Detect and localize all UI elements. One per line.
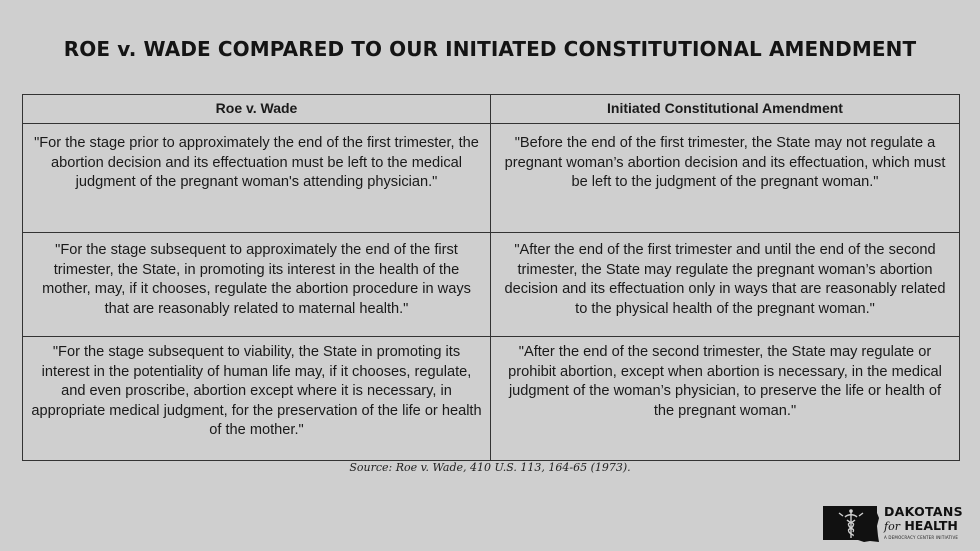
source-citation: Source: Roe v. Wade, 410 U.S. 113, 164-65 (1973).	[349, 461, 631, 474]
dakotans-for-health-logo	[822, 500, 972, 545]
logo-health: HEALTH	[904, 518, 958, 533]
amendment-cell: "After the end of the first trimester and until the end of the second trimester, the State may regulate the pregnant woman’s abortion decision and its effectuation only in ways that are reasonably related to the physical health of the pregnant woman."	[491, 233, 960, 337]
column-header-amendment: Initiated Constitutional Amendment	[491, 95, 960, 124]
logo-name-line2	[884, 518, 958, 533]
logo-name-line1: DAKOTANS	[884, 504, 963, 519]
logo-for: for	[884, 520, 900, 533]
column-header-roe: Roe v. Wade	[23, 95, 491, 124]
table-header-row	[23, 95, 960, 124]
logo-tagline: A DEMOCRACY CENTER INITIATIVE	[884, 535, 959, 540]
amendment-cell: "After the end of the second trimester, the State may regulate or prohibit abortion, except when abortion is necessary, in the medical judgment of the woman’s physician, to preserve the life or health of the pregnant woman."	[491, 337, 960, 461]
roe-cell: "For the stage prior to approximately the end of the first trimester, the abortion decision and its effectuation must be left to the medical judgment of the pregnant woman's attending physician."	[23, 124, 491, 233]
south-dakota-caduceus-icon	[822, 504, 880, 544]
page-title: ROE v. WADE COMPARED TO OUR INITIATED CONSTITUTIONAL AMENDMENT	[63, 37, 917, 61]
table-row	[23, 337, 960, 461]
table-row	[23, 233, 960, 337]
comparison-table	[22, 94, 960, 461]
amendment-cell: "Before the end of the first trimester, the State may not regulate a pregnant woman’s abortion decision and its effectuation, which must be left to the judgment of the pregnant woman."	[491, 124, 960, 233]
roe-cell: "For the stage subsequent to approximately the end of the first trimester, the State, in promoting its interest in the health of the mother, may, if it chooses, regulate the abortion procedure in ways that are reasonably related to maternal health."	[23, 233, 491, 337]
roe-cell: "For the stage subsequent to viability, the State in promoting its interest in the potentiality of human life may, if it chooses, regulate, and even proscribe, abortion except where it is necessary, in appropriate medical judgment, for the preservation of the life or health of the mother."	[23, 337, 491, 461]
table-row	[23, 124, 960, 233]
